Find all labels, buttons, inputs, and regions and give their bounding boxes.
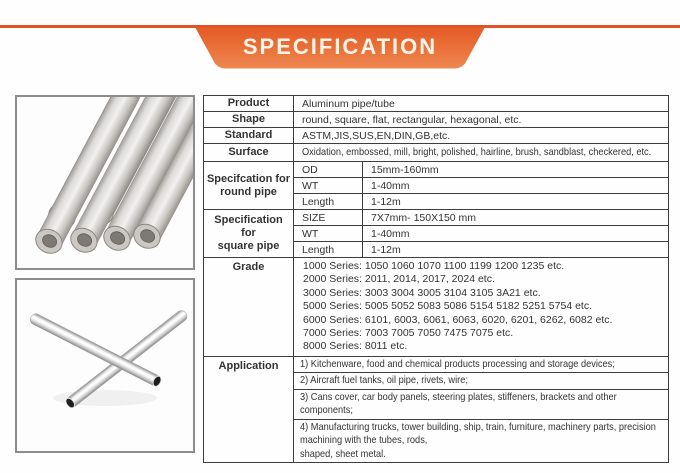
row-square-size	[204, 210, 669, 226]
param-square-length: Length	[294, 242, 363, 258]
label-round-pipe	[204, 162, 294, 210]
application-item-3-text: 3) Cans cover, car body panels, steering plates, stiffeners, brackets and other components;	[300, 390, 617, 417]
crossed-tubes-photo-frame	[15, 278, 195, 453]
round-pipes-photo-frame	[15, 95, 195, 270]
label-surface: Surface	[204, 144, 294, 162]
value-shape: round, square, flat, rectangular, hexagonal, etc.	[294, 112, 669, 128]
application-item-4-text: 4) Manufacturing trucks, tower building, ship, train, furniture, machinery parts, precision machining with the tubes, rods,	[300, 420, 656, 447]
param-square-size: SIZE	[294, 210, 363, 226]
application-item-1	[294, 356, 669, 373]
grade-line-8000: 8000 Series: 8011 etc.	[303, 340, 408, 353]
application-item-4-text2: shaped, sheet metal.	[300, 447, 386, 460]
crossed-tubes-photo	[17, 280, 193, 451]
value-standard: ASTM,JIS,SUS,EN,DIN,GB,etc.	[294, 128, 669, 144]
param-round-length: Length	[294, 194, 363, 210]
grade-series-list	[294, 258, 669, 357]
application-item-2-text: 2) Aircraft fuel tanks, oil pipe, rivets, wire;	[300, 374, 468, 387]
label-round-pipe-line1: Specifcation for	[206, 172, 291, 185]
grade-line-2000: 2000 Series: 2011, 2014, 2017, 2024 etc.	[303, 273, 495, 286]
application-item-3	[294, 389, 669, 419]
label-round-pipe-line2: round pipe	[220, 185, 277, 198]
round-pipes-photo	[17, 97, 193, 268]
param-square-wt: WT	[294, 226, 363, 242]
row-product	[204, 96, 669, 112]
value-square-length: 1-12m	[363, 242, 669, 258]
spec-table	[203, 95, 669, 463]
value-product: Aluminum pipe/tube	[294, 96, 669, 112]
grade-line-3000: 3000 Series: 3003 3004 3005 3104 3105 3A21 etc.	[303, 286, 541, 299]
application-item-2	[294, 373, 669, 390]
specification-banner	[195, 27, 485, 69]
label-standard: Standard	[204, 128, 294, 144]
label-square-pipe-line2: square pipe	[217, 240, 280, 252]
value-square-wt: 1-40mm	[363, 226, 669, 242]
label-application: Application	[204, 356, 294, 463]
label-product: Product	[204, 96, 294, 112]
value-surface	[294, 144, 669, 162]
label-square-pipe	[204, 210, 294, 258]
value-square-size: 7X7mm- 150X150 mm	[363, 210, 669, 226]
application-item-4	[294, 419, 669, 463]
grade-line-6000: 6000 Series: 6101, 6003, 6061, 6063, 6020, 6201, 6262, 6082 etc.	[303, 313, 613, 326]
row-surface	[204, 144, 669, 162]
row-standard	[204, 128, 669, 144]
row-round-od	[204, 162, 669, 178]
row-shape	[204, 112, 669, 128]
value-round-wt: 1-40mm	[363, 178, 669, 194]
param-round-od: OD	[294, 162, 363, 178]
grade-line-5000: 5000 Series: 5005 5052 5083 5086 5154 5182 5251 5754 etc.	[303, 300, 593, 313]
label-shape: Shape	[204, 112, 294, 128]
value-round-od: 15mm-160mm	[363, 162, 669, 178]
row-grade	[204, 258, 669, 357]
row-application-1	[204, 356, 669, 373]
label-grade: Grade	[204, 258, 294, 357]
grade-line-7000: 7000 Series: 7003 7005 7050 7475 7075 etc.	[303, 327, 514, 340]
application-item-1-text: 1) Kitchenware, food and chemical products processing and storage devices;	[300, 357, 615, 370]
banner-title: SPECIFICATION	[242, 34, 438, 59]
param-round-wt: WT	[294, 178, 363, 194]
grade-line-1000: 1000 Series: 1050 1060 1070 1100 1199 1200 1235 etc.	[303, 260, 565, 272]
label-square-pipe-line1: Specification for	[214, 214, 283, 239]
value-round-length: 1-12m	[363, 194, 669, 210]
value-surface-text: Oxidation, embossed, mill, bright, polished, hairline, brush, sandblast, checkered, etc.	[302, 146, 652, 158]
